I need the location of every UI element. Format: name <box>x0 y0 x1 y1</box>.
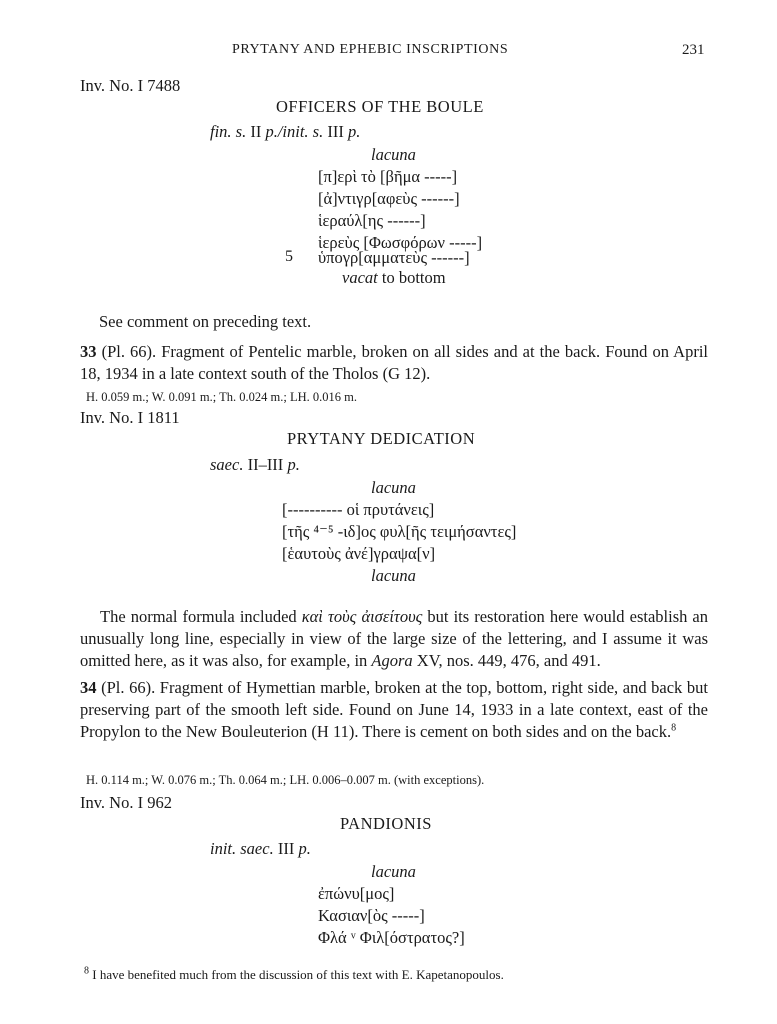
lacuna-label: lacuna <box>371 862 416 881</box>
inscription-title: PANDIONIS <box>340 814 432 833</box>
inscription-line: [ἀ]ντιγρ[αφεὺς ------] <box>318 189 460 208</box>
inscription-line: [τῆς ⁴⁻⁵ -ιδ]ος φυλ[ῆς τειμήσαντες] <box>282 522 517 541</box>
discussion-paragraph: The normal formula included καὶ τοὺς ἀισείτους but its restoration here would establish an unusually long line, especially in view of the large size of the lettering, and I assume it was omitted here, as it was also, for example, in Agora XV, nos. 449, 476, and 491. <box>80 607 709 670</box>
inscription-date: fin. s. II p./init. s. III p. <box>210 122 361 141</box>
lacuna-label: lacuna <box>371 566 416 585</box>
running-head: PRYTANY AND EPHEBIC INSCRIPTIONS <box>232 42 509 57</box>
inscription-title: PRYTANY DEDICATION <box>287 429 476 448</box>
measurements: H. 0.059 m.; W. 0.091 m.; Th. 0.024 m.; LH. 0.016 m. <box>86 390 357 404</box>
footnote-ref[interactable]: 8 <box>671 722 677 734</box>
inscription-title: OFFICERS OF THE BOULE <box>276 97 484 116</box>
entry-description: 33 (Pl. 66). Fragment of Pentelic marble, broken on all sides and at the back. Found on April 18, 1934 in a late context south of the Tholos (G 12). <box>80 342 708 383</box>
vacat-note: vacat to bottom <box>342 268 446 287</box>
inscription-date: saec. II–III p. <box>210 455 300 474</box>
line-number: 5 <box>285 248 293 265</box>
lacuna-label: lacuna <box>371 145 416 164</box>
entry-number: 33 <box>80 342 97 361</box>
measurements: H. 0.114 m.; W. 0.076 m.; Th. 0.064 m.; LH. 0.006–0.007 m. (with exceptions). <box>86 773 485 787</box>
inscription-line: Κασιαν[ὸς -----] <box>318 906 425 925</box>
comment-text: See comment on preceding text. <box>99 312 312 331</box>
footnote-mark: 8 <box>84 965 89 977</box>
inscription-date: init. saec. III p. <box>210 839 311 858</box>
inscription-line: Φλά ᵛ Φιλ[όστρατος?] <box>318 928 465 947</box>
inscription-line: ἐπώνυ[μος] <box>318 884 395 903</box>
inscription-line: [ἑαυτοὺς ἀνέ]γραψα[ν] <box>282 544 436 563</box>
inventory-number: Inv. No. I 1811 <box>80 408 180 427</box>
lacuna-label: lacuna <box>371 478 416 497</box>
inscription-line: ὑπογρ[αμματεὺς ------] <box>318 248 470 267</box>
inventory-number: Inv. No. I 7488 <box>80 76 181 95</box>
footnote: $^8$ I have benefited much from the discussion of this text with E. Kapetanopoulos. <box>84 965 504 982</box>
inscription-line: ἱεραύλ[ης ------] <box>318 211 426 230</box>
inventory-number: Inv. No. I 962 <box>80 793 172 812</box>
entry-number: 34 <box>80 678 97 697</box>
page-number: 231 <box>682 42 705 58</box>
inscription-line: ἱερεὺς [Φωσφόρων -----] <box>318 233 483 252</box>
inscription-line: [---------- οἱ πρυτάνεις] <box>282 500 435 519</box>
inscription-line: [π]ερὶ τὸ [βῆμα -----] <box>318 167 458 186</box>
entry-description: 34 (Pl. 66). Fragment of Hymettian marble, broken at the top, bottom, right side, and back but preserving part of the smooth left side. Found on June 14, 1933 in a late context, east of the Propylon to the New Bouleuterion (H 11). There is cement on both sides and on the back.$^8$ <box>80 678 708 741</box>
